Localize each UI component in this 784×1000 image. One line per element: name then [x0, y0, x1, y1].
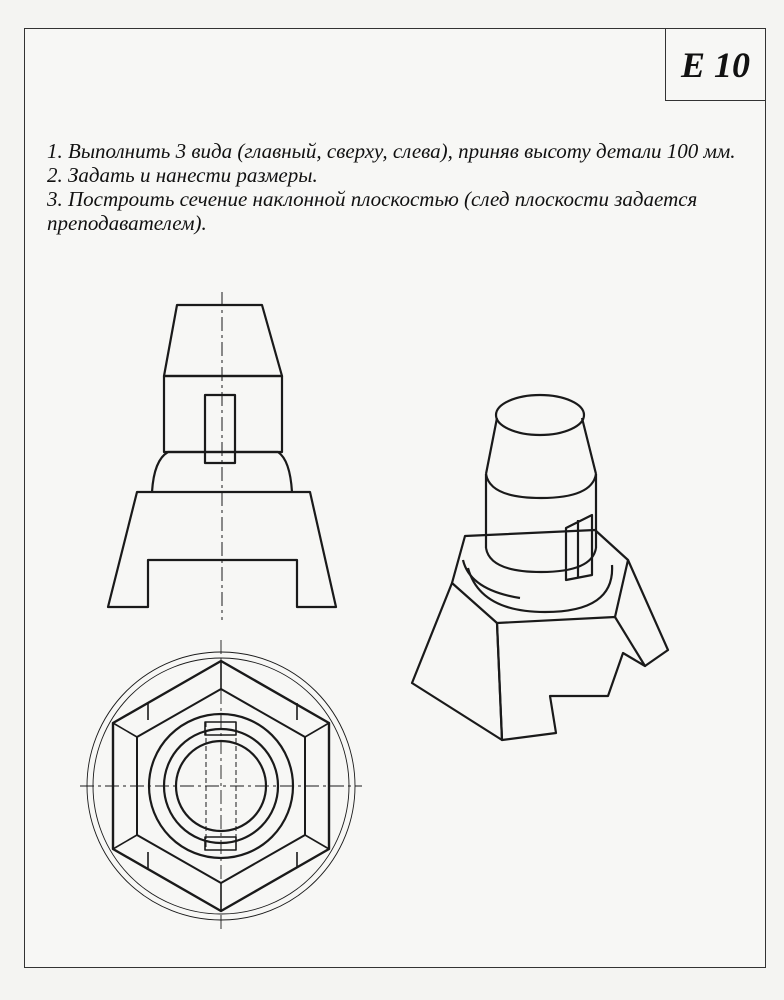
task-item-1: 1. Выполнить 3 вида (главный, сверху, слева), приняв высоту детали 100 мм.: [47, 139, 736, 163]
task-item-2: 2. Задать и нанести размеры.: [47, 163, 318, 187]
iso-cylinder-bottom: [486, 548, 596, 572]
front-middle-block: [164, 376, 282, 452]
front-top-frustum: [164, 305, 282, 376]
task-item-3: 3. Построить сечение наклонной плоскостью (след плоскости задается преподавателем).: [47, 187, 698, 235]
front-view: [108, 292, 336, 620]
iso-top-ellipse: [496, 395, 584, 435]
iso-base-top: [452, 530, 628, 617]
exercise-code-badge: E 10: [665, 29, 765, 101]
top-view: [80, 640, 362, 930]
iso-base-right-face: [497, 617, 645, 740]
isometric-view: [412, 395, 668, 740]
iso-cylinder-mid: [486, 474, 596, 498]
iso-base-left-face: [412, 583, 502, 740]
iso-cylinder-sides: [486, 474, 596, 548]
